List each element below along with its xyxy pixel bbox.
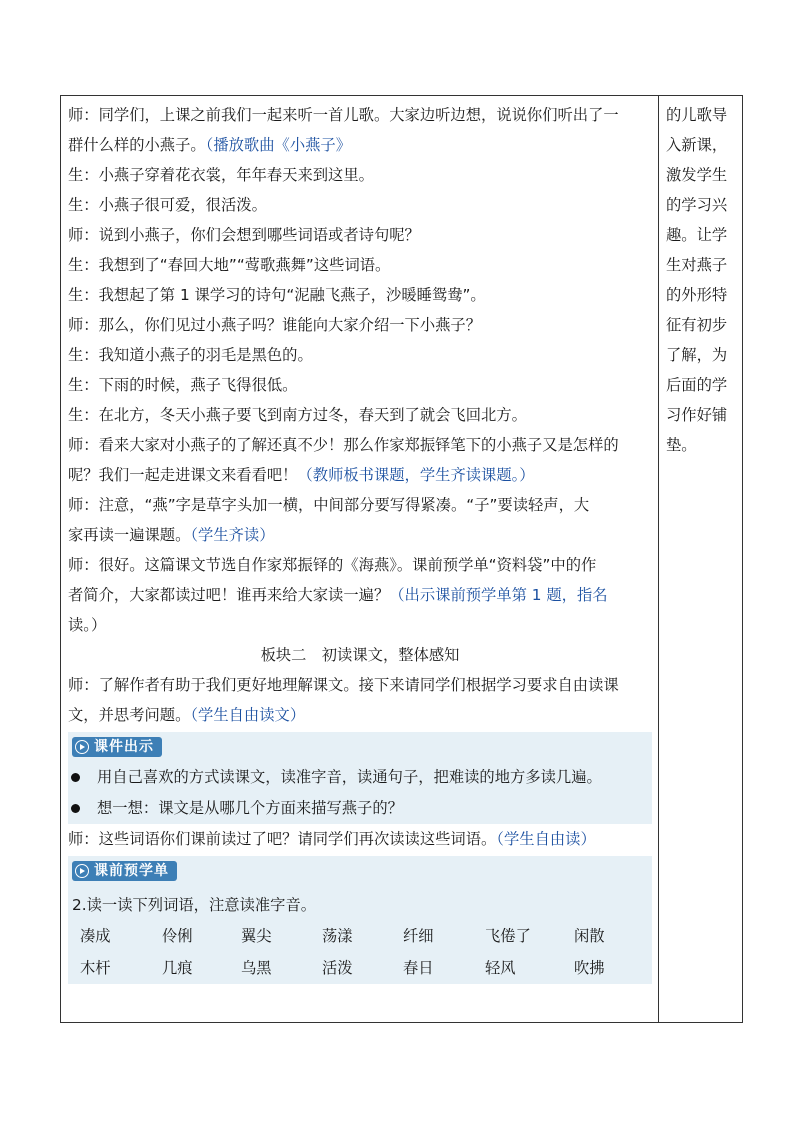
vocabulary-word: 春日 [403,959,434,977]
prestudy-box-label: 课前预学单 [94,863,169,879]
vocabulary-word: 荡漾 [322,927,353,945]
lesson-table [60,95,743,1023]
courseware-box-header [68,732,652,762]
design-note-line: 的儿歌导 [666,106,728,124]
vocabulary-word: 翼尖 [241,927,272,945]
bullet-text: 用自己喜欢的方式读课文，读准字音，读通句子，把难读的地方多读几遍。 [97,768,602,786]
design-note-line: 了解，为 [666,346,728,364]
courseware-box-title [72,737,162,757]
dialogue-text: 师：这些词语你们课前读过了吧？请同学们再次读读这些词语。 [68,830,497,848]
dialogue-line [68,430,652,460]
dialogue-line [68,520,652,550]
stage-note: （播放歌曲《小燕子》 [205,136,352,154]
dialogue-line [68,340,652,370]
dialogue-line [68,400,652,430]
dialogue-line [68,550,652,580]
dialogue-line [68,490,652,520]
dialogue-line [68,610,652,640]
lesson-content [68,100,652,984]
vocabulary-word: 乌黑 [241,959,272,977]
design-note-line: 习作好铺 [666,406,728,424]
stage-note: （教师板书课题，学生齐读课题。） [297,466,535,484]
dialogue-text: 师：说到小燕子，你们会想到哪些词语或者诗句呢？ [68,226,420,244]
dialogue-text: 文，并思考问题。 [68,706,191,724]
design-note-line: 生对燕子 [666,256,728,274]
dialogue-text: 呢？我们一起走进课文来看看吧！ [68,466,298,484]
design-note-line: 后面的学 [666,376,728,394]
vocabulary-word: 伶俐 [162,927,193,945]
vocabulary-word: 闲散 [574,927,605,945]
dialogue-line [68,100,652,130]
design-note-line: 趣。让学 [666,226,728,244]
stage-note: （出示课前预学单第 1 题，指名 [389,586,608,604]
dialogue-line [68,130,652,160]
bullet-item [68,762,652,793]
play-circle-icon [75,740,89,754]
dialogue-text: 师：那么，你们见过小燕子吗？谁能向大家介绍一下小燕子？ [68,316,482,334]
dialogue-text: 生：小燕子很可爱，很活泼。 [68,196,267,214]
dialogue-text: 者简介，大家都读过吧！谁再来给大家读一遍？ [68,586,390,604]
courseware-box-label: 课件出示 [94,739,154,755]
section-heading: 板块二 初读课文，整体感知 [260,646,460,664]
stage-note: （学生自由读文） [190,706,306,724]
design-note-line: 垫。 [666,436,697,454]
design-note-line: 的学习兴 [666,196,728,214]
vocabulary-word: 木杆 [80,959,111,977]
bullet-text: 想一想：课文是从哪几个方面来描写燕子的？ [97,799,403,817]
dialogue-line [68,700,652,730]
bullet-dot-icon [71,804,80,813]
stage-note: （学生齐读） [190,526,275,544]
play-circle-icon [75,864,89,878]
column-divider [658,96,659,1022]
dialogue-text: 师：很好。这篇课文节选自作家郑振铎的《海燕》。课前预学单“资料袋”中的作 [68,556,597,574]
words-intro: 2.读一读下列词语，注意读准字音。 [72,896,317,914]
courseware-bullets [68,762,652,824]
dialogue-line [68,670,652,700]
dialogue-text: 群什么样的小燕子。 [68,136,206,154]
dialogue-text: 生：我想起了第 1 课学习的诗句“泥融飞燕子，沙暖睡鸳鸯”。 [68,286,486,304]
dialogue-line [68,370,652,400]
vocabulary-word: 凑成 [80,927,111,945]
dialogue-line [68,460,652,490]
words-row-2 [68,952,652,984]
design-note-line: 征有初步 [666,316,728,334]
dialogue-line [68,824,652,854]
words-row-1 [68,920,652,952]
dialogue-text: 生：下雨的时候，燕子飞得很低。 [68,376,298,394]
design-note-line: 激发学生 [666,166,728,184]
dialogue-text: 生：小燕子穿着花衣裳，年年春天来到这里。 [68,166,374,184]
dialogue-text: 师：了解作者有助于我们更好地理解课文。接下来请同学们根据学习要求自由读课 [68,676,619,694]
dialogue-text: 师：同学们，上课之前我们一起来听一首儿歌。大家边听边想，说说你们听出了一 [68,106,619,124]
vocabulary-word: 纤细 [403,927,434,945]
dialogue-line [68,160,652,190]
vocabulary-word: 活泼 [322,959,353,977]
bullet-dot-icon [71,773,80,782]
dialogue-text: 家再读一遍课题。 [68,526,191,544]
dialogue-line [68,250,652,280]
vocabulary-word: 几痕 [162,959,193,977]
dialogue-text: 生：我知道小燕子的羽毛是黑色的。 [68,346,313,364]
dialogue-text: 师：注意，“燕”字是草字头加一横，中间部分要写得紧凑。“子”要读轻声，大 [68,496,590,514]
prestudy-box-title [72,861,177,881]
dialogue-text: 师：看来大家对小燕子的了解还真不少！那么作家郑振铎笔下的小燕子又是怎样的 [68,436,619,454]
bullet-item [68,793,652,824]
vocabulary-word: 吹拂 [574,959,605,977]
dialogue-line [68,280,652,310]
design-intent-column [666,100,736,460]
vocabulary-word: 飞倦了 [485,927,531,945]
dialogue-line [68,580,652,610]
prestudy-box-header [68,856,652,886]
vocabulary-word: 轻风 [485,959,516,977]
dialogue-text: 生：在北方，冬天小燕子要飞到南方过冬，春天到了就会飞回北方。 [68,406,527,424]
dialogue-line [68,190,652,220]
design-note-line: 的外形特 [666,286,728,304]
dialogue-text: 读。） [68,616,107,634]
stage-note: （学生自由读） [496,830,596,848]
design-note-line: 入新课， [666,136,728,154]
dialogue-text: 生：我想到了“春回大地”“莺歌燕舞”这些词语。 [68,256,391,274]
dialogue-line [68,310,652,340]
dialogue-line [68,220,652,250]
prestudy-words [68,886,652,984]
